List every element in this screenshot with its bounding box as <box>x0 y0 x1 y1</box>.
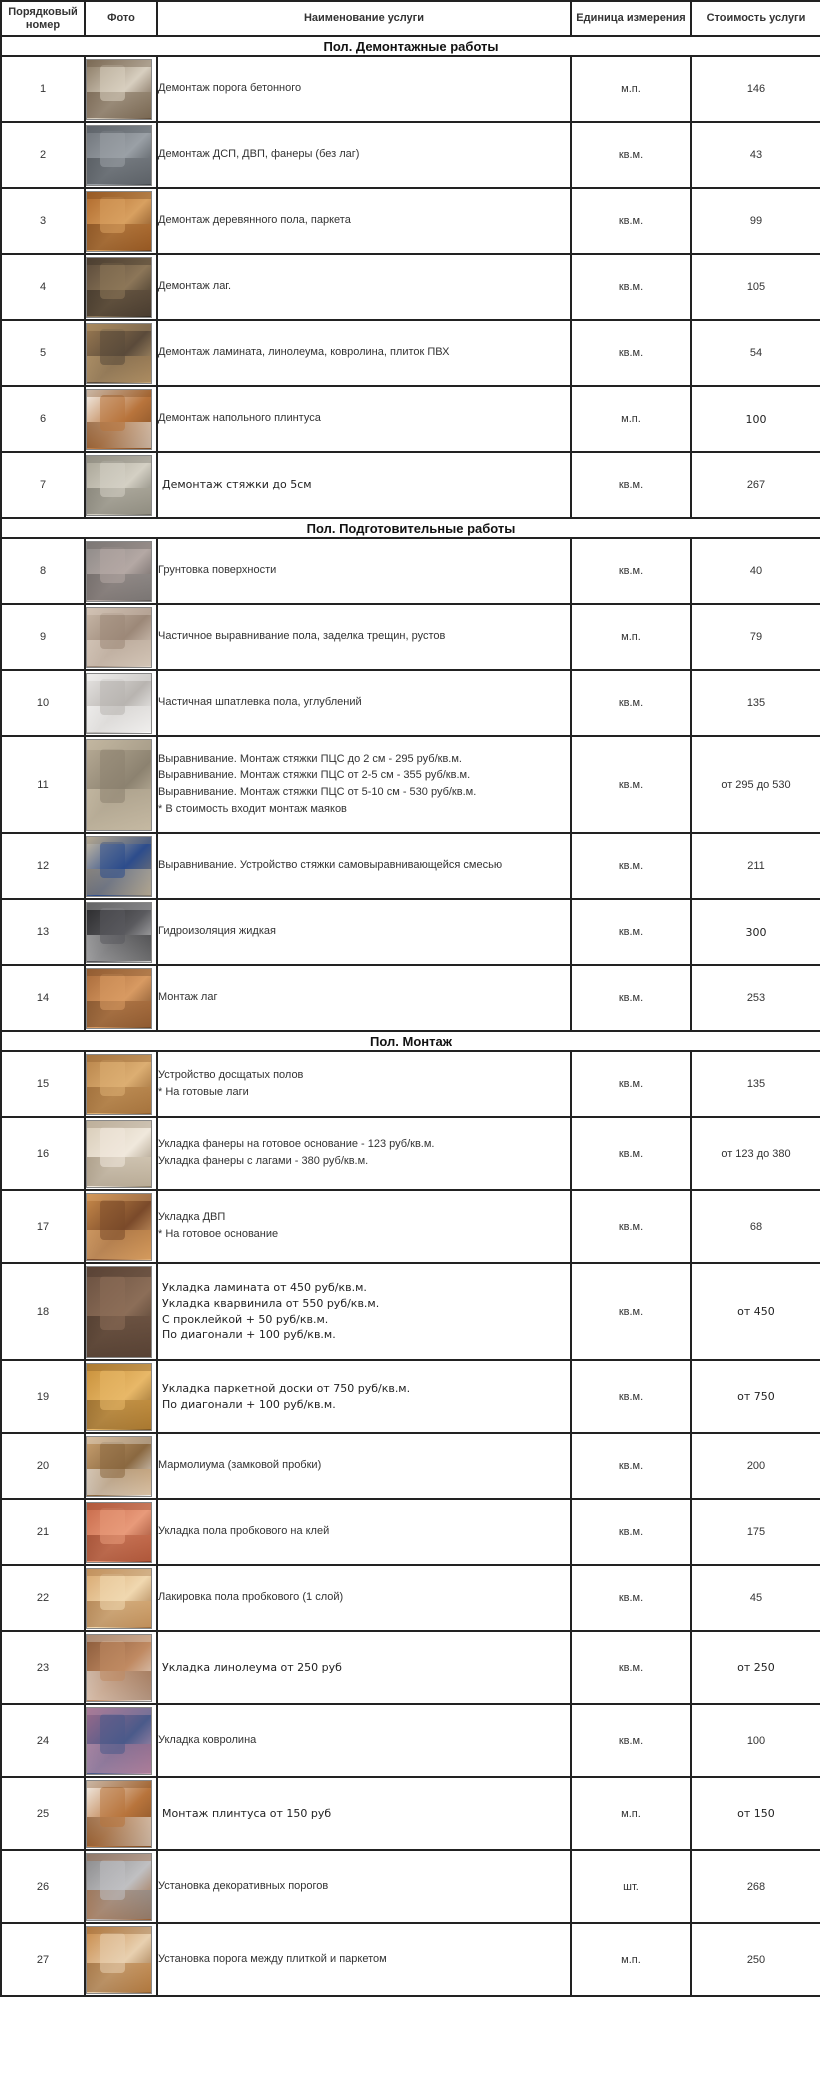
price-cell: 45 <box>691 1565 820 1631</box>
table-row <box>1 320 820 386</box>
joist-install-photo <box>86 968 152 1029</box>
header-name: Наименование услуги <box>157 1 571 36</box>
service-line: По диагонали + 100 руб/кв.м. <box>162 1328 336 1342</box>
price-cell: 105 <box>691 254 820 320</box>
price-cell: 68 <box>691 1190 820 1263</box>
skirting-install-photo <box>86 1780 152 1848</box>
photo-cell <box>85 188 157 254</box>
carpet-photo <box>86 1707 152 1775</box>
putty-photo <box>86 673 152 734</box>
photo-cell <box>85 538 157 604</box>
row-number: 6 <box>1 386 85 452</box>
header-num: Порядковый номер <box>1 1 85 36</box>
service-line: Укладка ламината от 450 руб/кв.м. <box>162 1281 367 1294</box>
row-number: 10 <box>1 670 85 736</box>
skirting-photo <box>86 389 152 450</box>
service-line: Укладка пола пробкового на клей <box>158 1525 330 1538</box>
service-line: Демонтаж ламината, линолеума, ковролина, плиток ПВХ <box>158 346 450 359</box>
service-line: Лакировка пола пробкового (1 слой) <box>158 1591 344 1604</box>
price-cell: 146 <box>691 56 820 122</box>
unit-cell: кв.м. <box>571 320 691 386</box>
table-row <box>1 1051 820 1117</box>
price-cell: 135 <box>691 670 820 736</box>
row-number: 26 <box>1 1850 85 1923</box>
service-line: С проклейкой + 50 руб/кв.м. <box>162 1312 329 1326</box>
photo-cell <box>85 1777 157 1850</box>
row-number: 24 <box>1 1704 85 1777</box>
row-number: 18 <box>1 1263 85 1360</box>
photo-cell <box>85 965 157 1031</box>
row-number: 5 <box>1 320 85 386</box>
price-cell: от 250 <box>691 1631 820 1704</box>
service-line: Укладка ковролина <box>158 1733 257 1746</box>
service-name <box>157 1704 571 1777</box>
unit-cell: кв.м. <box>571 1499 691 1565</box>
table-row <box>1 1923 820 1996</box>
unit-cell: кв.м. <box>571 965 691 1031</box>
service-name <box>157 386 571 452</box>
service-line: Укладка кварвинила от 550 руб/кв.м. <box>162 1296 380 1310</box>
row-number: 7 <box>1 452 85 518</box>
section-title: Пол. Демонтажные работы <box>1 36 820 56</box>
joists-photo <box>86 257 152 318</box>
row-number: 20 <box>1 1433 85 1499</box>
section-title: Пол. Подготовительные работы <box>1 518 820 538</box>
table-row <box>1 670 820 736</box>
price-cell: 43 <box>691 122 820 188</box>
price-cell: 175 <box>691 1499 820 1565</box>
photo-cell <box>85 452 157 518</box>
photo-cell <box>85 1117 157 1190</box>
service-name <box>157 1850 571 1923</box>
price-cell: 253 <box>691 965 820 1031</box>
table-row <box>1 604 820 670</box>
service-line: Демонтаж деревянного пола, паркета <box>158 214 351 227</box>
unit-cell: кв.м. <box>571 899 691 965</box>
photo-cell <box>85 1923 157 1996</box>
photo-cell <box>85 1565 157 1631</box>
row-number: 3 <box>1 188 85 254</box>
service-line: Выравнивание. Монтаж стяжки ПЦС от 2-5 см - 355 руб/кв.м. <box>158 769 471 782</box>
service-line: Установка порога между плиткой и паркетом <box>158 1952 387 1965</box>
row-number: 22 <box>1 1565 85 1631</box>
table-row <box>1 1190 820 1263</box>
tile-threshold-photo <box>86 1926 152 1994</box>
service-line: Укладка фанеры с лагами - 380 руб/кв.м. <box>158 1155 369 1167</box>
table-row <box>1 188 820 254</box>
price-cell: от 450 <box>691 1263 820 1360</box>
table-row <box>1 56 820 122</box>
price-cell: 268 <box>691 1850 820 1923</box>
table-row <box>1 1263 820 1360</box>
service-name <box>157 899 571 965</box>
threshold-photo <box>86 59 152 120</box>
table-row <box>1 1850 820 1923</box>
price-cell: 40 <box>691 538 820 604</box>
service-name <box>157 1565 571 1631</box>
service-name <box>157 188 571 254</box>
table-row <box>1 1704 820 1777</box>
service-name <box>157 452 571 518</box>
service-line: Укладка ДВП <box>158 1211 226 1224</box>
service-line: Демонтаж лаг. <box>158 280 232 293</box>
unit-cell: кв.м. <box>571 833 691 899</box>
service-name <box>157 1117 571 1190</box>
photo-cell <box>85 1499 157 1565</box>
screed-removal-photo <box>86 455 152 516</box>
plywood-photo <box>86 1120 152 1188</box>
unit-cell: кв.м. <box>571 1117 691 1190</box>
service-line: * На готовые лаги <box>158 1085 249 1098</box>
price-cell: 100 <box>691 386 820 452</box>
table-row <box>1 452 820 518</box>
service-line: Выравнивание. Монтаж стяжки ПЦС от 5-10 см - 530 руб/кв.м. <box>158 786 477 798</box>
photo-cell <box>85 1190 157 1263</box>
price-cell: 99 <box>691 188 820 254</box>
chipboard-photo <box>86 125 152 186</box>
service-name <box>157 833 571 899</box>
service-line: Укладка паркетной доски от 750 руб/кв.м. <box>162 1381 411 1395</box>
service-line: Частичная шпатлевка пола, углублений <box>158 696 362 709</box>
unit-cell: кв.м. <box>571 1051 691 1117</box>
service-name <box>157 736 571 833</box>
service-name <box>157 1433 571 1499</box>
primer-photo <box>86 541 152 602</box>
row-number: 16 <box>1 1117 85 1190</box>
price-cell: 300 <box>691 899 820 965</box>
table-row <box>1 1499 820 1565</box>
service-name <box>157 1499 571 1565</box>
header-price: Стоимость услуги <box>691 1 820 36</box>
photo-cell <box>85 736 157 833</box>
row-number: 13 <box>1 899 85 965</box>
table-row <box>1 899 820 965</box>
cork-glue-photo <box>86 1502 152 1563</box>
service-line: Укладка фанеры на готовое основание - 123 руб/кв.м. <box>158 1138 435 1151</box>
row-number: 27 <box>1 1923 85 1996</box>
row-number: 21 <box>1 1499 85 1565</box>
cork-varnish-photo <box>86 1568 152 1629</box>
photo-cell <box>85 899 157 965</box>
unit-cell: м.п. <box>571 1923 691 1996</box>
fiberboard-photo <box>86 1193 152 1261</box>
unit-cell: кв.м. <box>571 1433 691 1499</box>
decor-threshold-photo <box>86 1853 152 1921</box>
header-unit: Единица измерения <box>571 1 691 36</box>
photo-cell <box>85 604 157 670</box>
laminate-removal-photo <box>86 323 152 384</box>
row-number: 17 <box>1 1190 85 1263</box>
unit-cell: м.п. <box>571 1777 691 1850</box>
linoleum-photo <box>86 1634 152 1702</box>
plank-floor-photo <box>86 1054 152 1115</box>
service-name <box>157 965 571 1031</box>
section-header-row <box>1 518 820 538</box>
table-row <box>1 1117 820 1190</box>
service-name <box>157 1051 571 1117</box>
service-name <box>157 604 571 670</box>
unit-cell: м.п. <box>571 604 691 670</box>
screed-photo <box>86 739 152 831</box>
row-number: 2 <box>1 122 85 188</box>
photo-cell <box>85 1051 157 1117</box>
self-leveling-photo <box>86 836 152 897</box>
table-row <box>1 122 820 188</box>
table-row <box>1 386 820 452</box>
row-number: 9 <box>1 604 85 670</box>
service-name <box>157 538 571 604</box>
service-name <box>157 56 571 122</box>
price-cell: 79 <box>691 604 820 670</box>
service-line: Демонтаж напольного плинтуса <box>158 412 321 425</box>
row-number: 23 <box>1 1631 85 1704</box>
service-line: Демонтаж порога бетонного <box>158 82 302 95</box>
photo-cell <box>85 1631 157 1704</box>
unit-cell: кв.м. <box>571 452 691 518</box>
unit-cell: кв.м. <box>571 254 691 320</box>
laminate-photo <box>86 1266 152 1358</box>
unit-cell: кв.м. <box>571 1360 691 1433</box>
service-line: Монтаж плинтуса от 150 руб <box>162 1806 332 1820</box>
unit-cell: кв.м. <box>571 538 691 604</box>
service-line: * На готовое основание <box>158 1228 279 1240</box>
photo-cell <box>85 320 157 386</box>
service-line: По диагонали + 100 руб/кв.м. <box>162 1397 336 1411</box>
service-line: Частичное выравнивание пола, заделка трещин, рустов <box>158 630 446 643</box>
table-row <box>1 736 820 833</box>
photo-cell <box>85 1704 157 1777</box>
price-cell: от 150 <box>691 1777 820 1850</box>
table-row <box>1 1433 820 1499</box>
row-number: 12 <box>1 833 85 899</box>
service-line: Мармолиума (замковой пробки) <box>158 1459 322 1472</box>
unit-cell: кв.м. <box>571 736 691 833</box>
photo-cell <box>85 386 157 452</box>
row-number: 11 <box>1 736 85 833</box>
service-line: Монтаж лаг <box>158 991 218 1004</box>
photo-cell <box>85 1850 157 1923</box>
table-row <box>1 1631 820 1704</box>
table-row <box>1 833 820 899</box>
table-row <box>1 1360 820 1433</box>
price-cell: 100 <box>691 1704 820 1777</box>
service-name <box>157 1923 571 1996</box>
header-photo: Фото <box>85 1 157 36</box>
photo-cell <box>85 1360 157 1433</box>
table-row <box>1 1565 820 1631</box>
photo-cell <box>85 1433 157 1499</box>
service-line: Укладка линолеума от 250 руб <box>162 1660 342 1674</box>
unit-cell: кв.м. <box>571 1631 691 1704</box>
unit-cell: кв.м. <box>571 188 691 254</box>
service-name <box>157 254 571 320</box>
price-table-body <box>1 36 820 1996</box>
service-line: Демонтаж стяжки до 5см <box>162 478 312 492</box>
unit-cell: кв.м. <box>571 1565 691 1631</box>
row-number: 8 <box>1 538 85 604</box>
price-cell: от 295 до 530 <box>691 736 820 833</box>
service-line: Грунтовка поверхности <box>158 564 277 577</box>
unit-cell: кв.м. <box>571 122 691 188</box>
service-line: Выравнивание. Монтаж стяжки ПЦС до 2 см - 295 руб/кв.м. <box>158 752 462 765</box>
service-line: Гидроизоляция жидкая <box>158 925 276 938</box>
photo-cell <box>85 56 157 122</box>
service-line: Установка декоративных порогов <box>158 1879 329 1892</box>
section-header-row <box>1 36 820 56</box>
parquet-board-photo <box>86 1363 152 1431</box>
row-number: 1 <box>1 56 85 122</box>
marmoleum-photo <box>86 1436 152 1497</box>
service-name <box>157 122 571 188</box>
service-line: Демонтаж ДСП, ДВП, фанеры (без лаг) <box>158 148 360 161</box>
unit-cell: кв.м. <box>571 1263 691 1360</box>
table-row <box>1 1777 820 1850</box>
service-line: Устройство досщатых полов <box>158 1068 304 1081</box>
parquet-photo <box>86 191 152 252</box>
service-line: Выравнивание. Устройство стяжки самовыравнивающейся смесью <box>158 859 503 872</box>
service-name <box>157 1631 571 1704</box>
row-number: 14 <box>1 965 85 1031</box>
unit-cell: м.п. <box>571 56 691 122</box>
table-row <box>1 965 820 1031</box>
section-header-row <box>1 1031 820 1051</box>
waterproofing-photo <box>86 902 152 963</box>
leveling-photo <box>86 607 152 668</box>
photo-cell <box>85 254 157 320</box>
header-row <box>1 1 820 36</box>
row-number: 4 <box>1 254 85 320</box>
unit-cell: кв.м. <box>571 670 691 736</box>
unit-cell: кв.м. <box>571 1190 691 1263</box>
price-cell: от 750 <box>691 1360 820 1433</box>
service-name <box>157 320 571 386</box>
price-cell: 54 <box>691 320 820 386</box>
service-name <box>157 1190 571 1263</box>
row-number: 19 <box>1 1360 85 1433</box>
service-line: * В стоимость входит монтаж маяков <box>158 802 347 815</box>
row-number: 15 <box>1 1051 85 1117</box>
price-cell: от 123 до 380 <box>691 1117 820 1190</box>
unit-cell: кв.м. <box>571 1704 691 1777</box>
table-row <box>1 538 820 604</box>
price-cell: 211 <box>691 833 820 899</box>
photo-cell <box>85 1263 157 1360</box>
price-cell: 200 <box>691 1433 820 1499</box>
table-row <box>1 254 820 320</box>
service-name <box>157 1777 571 1850</box>
row-number: 25 <box>1 1777 85 1850</box>
photo-cell <box>85 670 157 736</box>
photo-cell <box>85 122 157 188</box>
unit-cell: шт. <box>571 1850 691 1923</box>
unit-cell: м.п. <box>571 386 691 452</box>
service-name <box>157 1263 571 1360</box>
photo-cell <box>85 833 157 899</box>
price-cell: 250 <box>691 1923 820 1996</box>
price-cell: 267 <box>691 452 820 518</box>
price-cell: 135 <box>691 1051 820 1117</box>
service-name <box>157 670 571 736</box>
service-name <box>157 1360 571 1433</box>
section-title: Пол. Монтаж <box>1 1031 820 1051</box>
